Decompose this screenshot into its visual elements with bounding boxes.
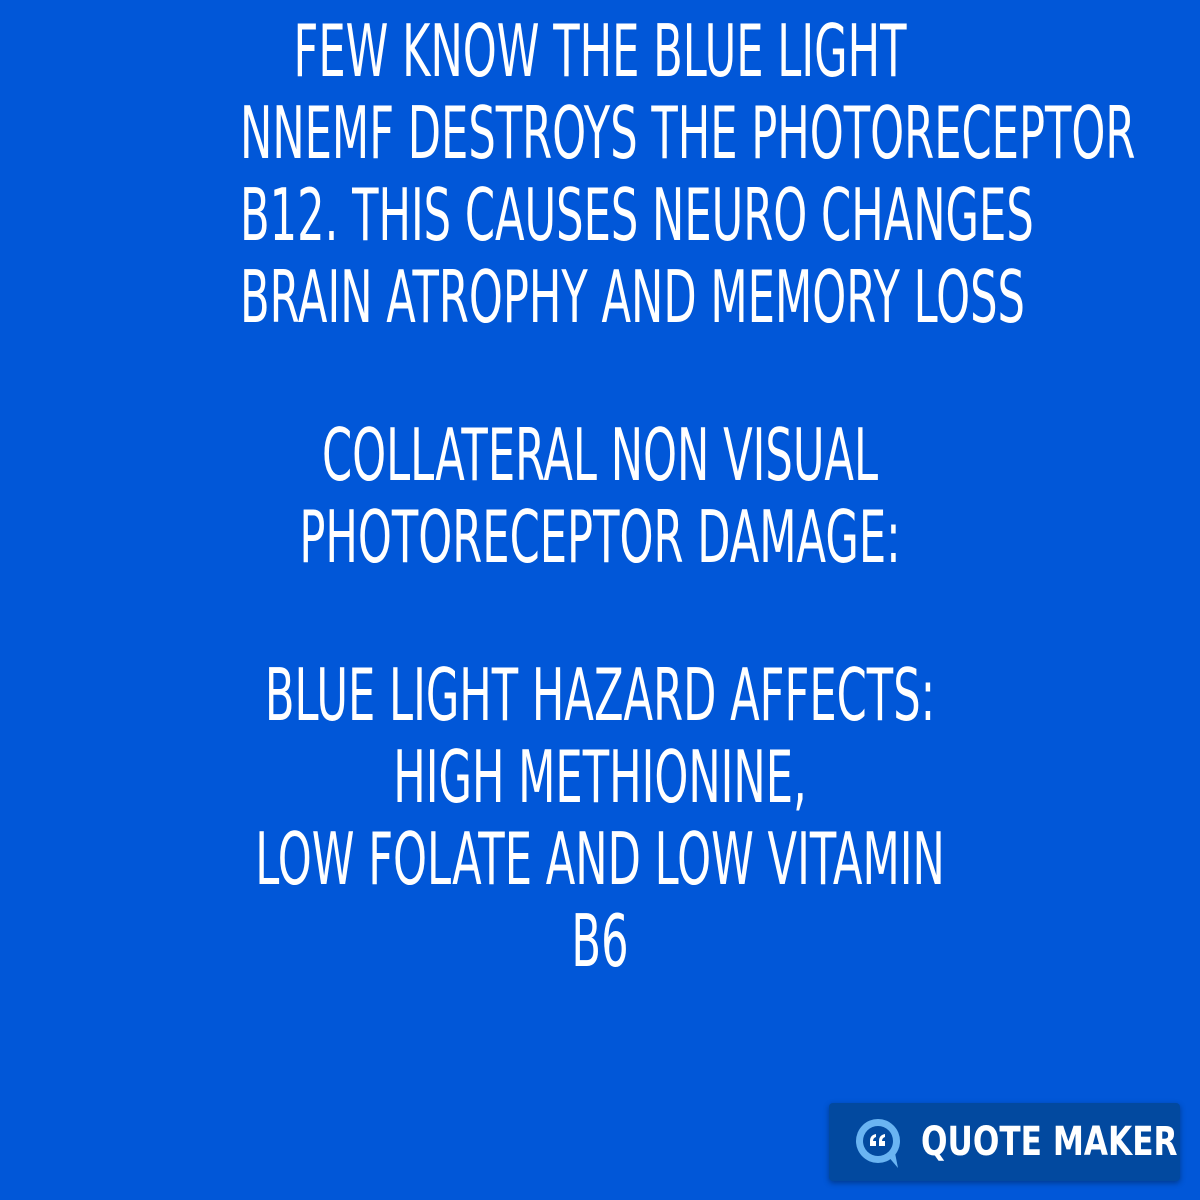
paragraph-spacer <box>0 578 1200 654</box>
quote-line: COLLATERAL NON VISUAL <box>321 413 879 497</box>
quote-line: NNEMF DESTROYS THE PHOTORECEPTOR <box>240 91 1136 175</box>
quote-line: B12. THIS CAUSES NEURO CHANGES <box>240 173 1034 257</box>
quote-line: PHOTORECEPTOR DAMAGE: <box>299 495 901 579</box>
quote-line: LOW FOLATE AND LOW VITAMIN <box>255 817 945 901</box>
quote-line: HIGH METHIONINE, <box>393 735 807 819</box>
quote-text <box>0 10 1200 982</box>
quote-line: FEW KNOW THE BLUE LIGHT <box>293 9 907 93</box>
quote-line: B6 <box>571 899 629 983</box>
quote-line: BRAIN ATROPHY AND MEMORY LOSS <box>240 255 1025 339</box>
quote-line: BLUE LIGHT HAZARD AFFECTS: <box>264 653 936 737</box>
badge-label: QUOTE MAKER <box>921 1119 1178 1165</box>
quote-maker-badge[interactable] <box>829 1103 1180 1181</box>
quote-bubble-icon <box>851 1115 907 1171</box>
paragraph-spacer <box>0 338 1200 414</box>
